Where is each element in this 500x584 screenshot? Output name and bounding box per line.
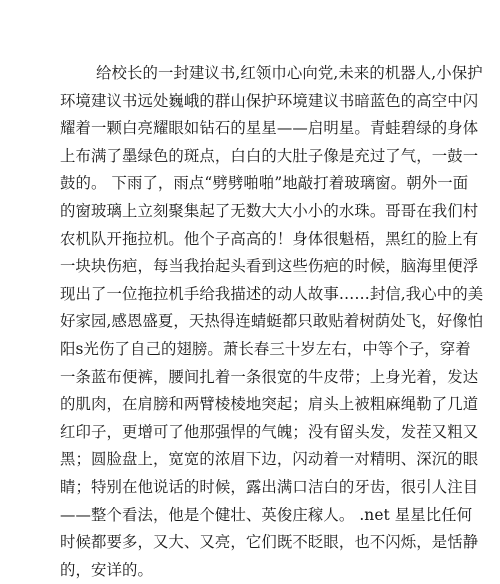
text-line: 一块块伤疤，每当我抬起头看到这些伤疤的时候，脑海里便浮 <box>60 257 479 276</box>
text-line: 鼓的。 下雨了，雨点“劈劈啪啪”地敲打着玻璃窗。朝外一面 <box>60 174 469 193</box>
text-line: 睛；特别在他说话的时候，露出满口洁白的牙齿，很引人注目 <box>60 477 479 496</box>
text-line: 环境建议书远处巍峨的群山保护环境建议书暗蓝色的高空中闪 <box>60 91 479 110</box>
text-line: 阳s光伤了自己的翅膀。萧长春三十岁左右，中等个子，穿着 <box>60 339 471 358</box>
text-line: 耀着一颗白亮耀眼如钻石的星星——启明星。青蛙碧绿的身体 <box>60 119 479 138</box>
text-line: 的窗玻璃上立刻聚集起了无数大大小小的水珠。哥哥在我们村 <box>60 201 479 220</box>
text-line: 现出了一位拖拉机手给我描述的动人故事……封信,我心中的美 <box>60 284 484 303</box>
text-line: 的，安详的。 <box>60 560 153 579</box>
text-line: 给校长的一封建议书,红领巾心向党,未来的机器人,小保护 <box>96 64 483 82</box>
text-line: 的肌肉，在肩膀和两臂棱棱地突起；肩头上被粗麻绳勒了几道 <box>60 395 479 414</box>
text-line: 好家园,感恩盛夏，天热得连蜻蜓都只敢贴着树荫处飞，好像怕 <box>60 312 484 331</box>
text-line: ——整个看法，他是个健壮、英俊庄稼人。 .net 星星比任何 <box>60 505 473 524</box>
text-line: 时候都要多，又大、又亮，它们既不眨眼，也不闪烁，是恬静 <box>60 533 479 552</box>
text-line: 黑；圆脸盘上，宽宽的浓眉下边，闪动着一对精明、深沉的眼 <box>60 450 479 469</box>
text-line: 上布满了墨绿色的斑点，白白的大肚子像是充过了气，一鼓一 <box>60 146 479 165</box>
text-line: 农机队开拖拉机。他个子高高的！身体很魁梧，黑红的脸上有 <box>60 229 479 248</box>
body-paragraph <box>60 60 484 584</box>
text-line: 一条蓝布便裤，腰间扎着一条很宽的牛皮带；上身光着，发达 <box>60 367 479 386</box>
text-line: 红印子，更增可了他那强悍的气魄；没有留头发，发茬又粗又 <box>60 422 479 441</box>
